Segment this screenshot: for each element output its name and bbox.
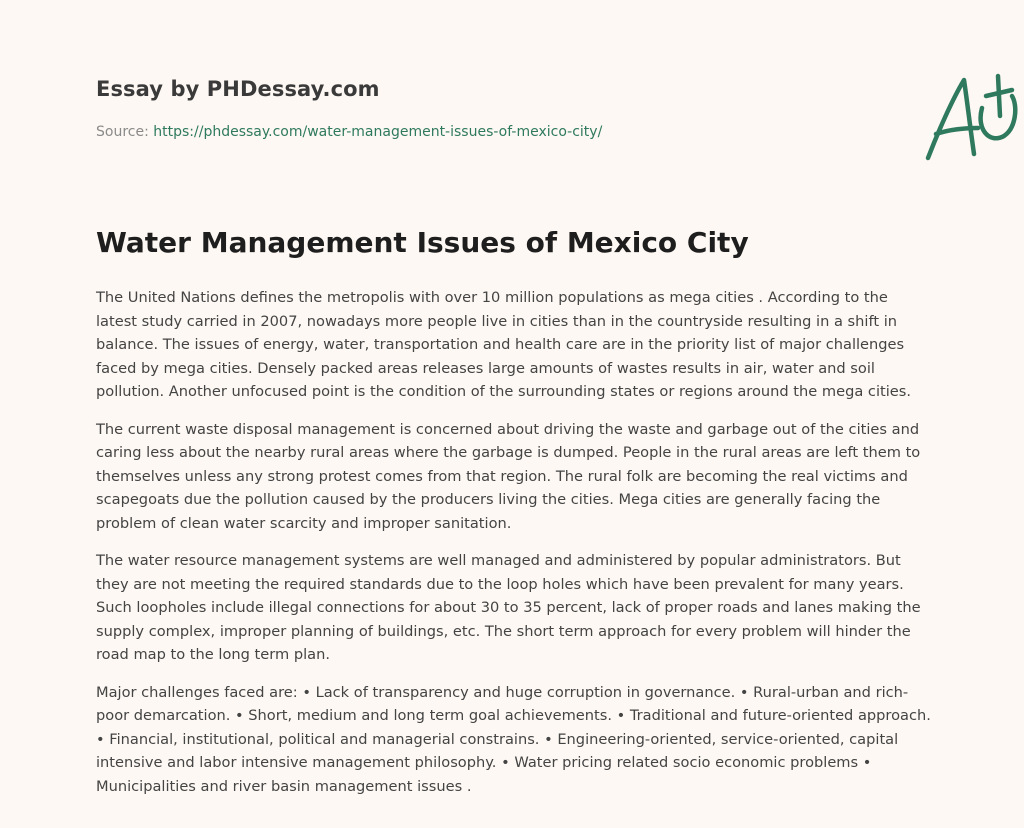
essay-paragraph: The United Nations defines the metropolis with over 10 million populations as mega cities . According to the latest study carried in 2007, nowadays more people live in cities than in the countryside resulting in a shift in balance. The issues of energy, water, transportation and health care are in the priority list of major challenges faced by mega cities. Densely packed areas releases large amounts of wastes results in air, water and soil pollution. Another unfocused point is the condition of the surrounding states or regions around the mega cities. [96,289,912,400]
essay-title: Water Management Issues of Mexico City [96,226,749,259]
source-line [96,124,602,140]
source-link[interactable]: https://phdessay.com/water-management-issues-of-mexico-city/ [153,124,603,140]
essay-paragraph: The current waste disposal management is concerned about driving the waste and garbage out of the cities and caring less about the nearby rural areas where the garbage is dumped. People in the rural areas are left them to themselves unless any strong protest comes from that region. The rural folk are becoming the real victims and scapegoats due the pollution caused by the producers living the cities. Mega cities are generally facing the problem of clean water scarcity and improper sanitation. [96,420,921,532]
essay-body [96,286,931,812]
source-label: Source: [96,124,154,140]
essay-paragraph: The water resource management systems are well managed and administered by popular administrators. But they are not meeting the required standards due to the loop holes which have been prevalent for many years. Such loopholes include illegal connections for about 30 to 35 percent, lack of proper roads and lanes making the supply complex, improper planning of buildings, etc. The short term approach for every problem will hinder the road map to the long term plan. [96,552,921,663]
essay-paragraph: Major challenges faced are: • Lack of transparency and huge corruption in governance. • Rural-urban and rich-poor demarcation. • Short, medium and long term goal achievements. • Traditional and future-oriented approach. • Financial, institutional, political and managerial constrains. • Engineering-oriented, service-oriented, capital intensive and labor intensive management philosophy. • Water pricing related socio economic problems • Municipalities and river basin management issues . [96,683,931,795]
a-plus-logo-icon [920,70,1024,164]
brand-title: Essay by PHDessay.com [96,77,380,101]
